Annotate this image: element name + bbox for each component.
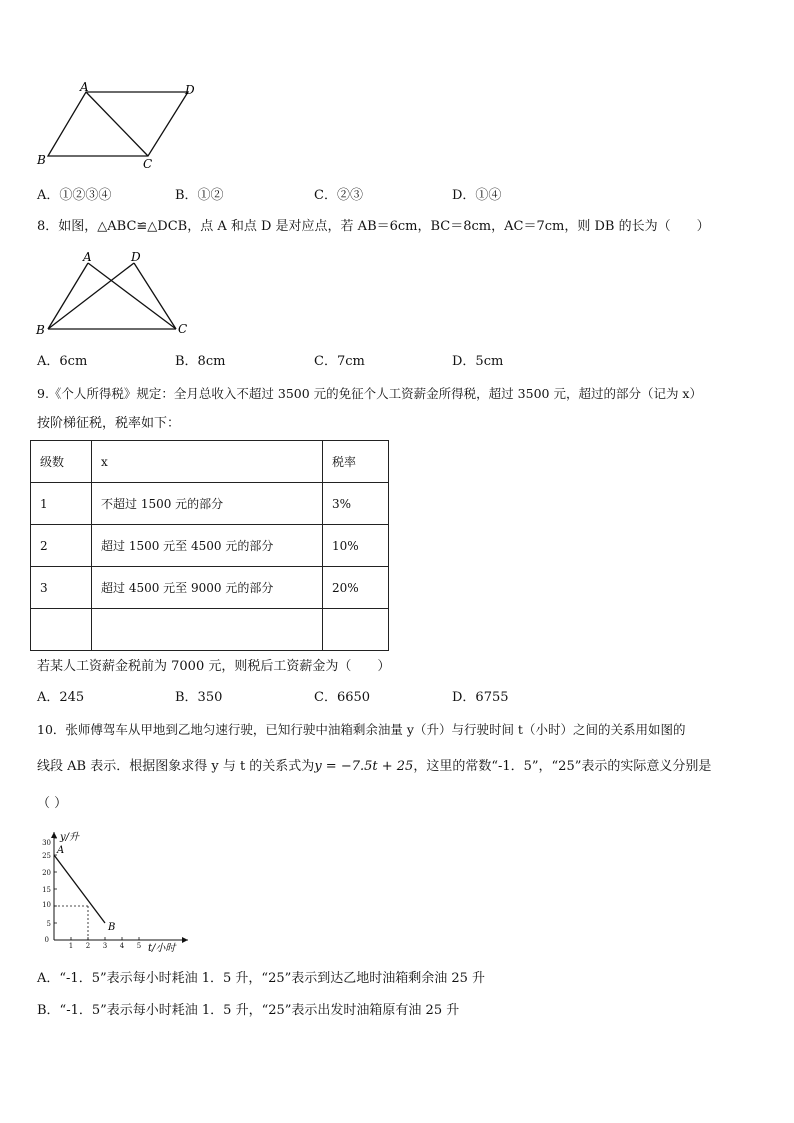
y-axis-label: y/升 [60,832,80,843]
q10-line2-prefix: 线段 AB 表示．根据图象求得 y 与 t 的关系式为 [37,759,315,774]
q7-label-C: C [143,157,153,171]
q9-option-c[interactable]: C．6650 [314,690,371,705]
q8-label-B: B [36,323,45,337]
y-tick-label: 0 [44,936,49,944]
q9-question-line1: 9.《个人所得税》规定：全月总收入不超过 3500 元的免征个人工资薪金所得税，超过 3500 元，超过的部分（记为 x） [37,386,702,401]
y-tick-label: 30 [42,839,51,847]
q9-sub-question: 若某人工资薪金税前为 7000 元，则税后工资薪金为（ ） [37,659,391,674]
q7-option-a[interactable]: A．①②③④ [37,188,112,203]
q8-option-c[interactable]: C．7cm [314,354,365,369]
segment-ab [54,855,105,923]
q7-option-c[interactable]: C．②③ [314,188,363,203]
table-cell: 超过 1500 元至 4500 元的部分 [92,525,323,567]
table-cell: 1 [31,483,92,525]
q8-option-a[interactable]: A．6cm [37,354,88,369]
q10-line2-suffix: ，这里的常数“-1．5”，“25”表示的实际意义分别是 [413,759,712,774]
x-tick-label: 3 [102,942,108,950]
q9-option-d[interactable]: D．6755 [452,690,509,705]
q8-triangles-figure [30,245,210,345]
q10-option-b[interactable]: B．“-1．5”表示每小时耗油 1．5 升，“25”表示出发时油箱原有油 25 升 [37,1003,460,1018]
y-tick-label: 5 [46,920,51,928]
point-a-label: A [57,845,65,856]
table-row [31,525,389,567]
x-tick-label: 4 [119,942,125,950]
table-cell: 3 [31,567,92,609]
x-tick-label: 1 [68,942,74,950]
table-cell: 10% [323,525,389,567]
table-header-cell: 税率 [323,441,389,483]
q9-option-b[interactable]: B．350 [175,690,223,705]
table-cell: 2 [31,525,92,567]
y-tick-label: 10 [42,901,51,909]
y-tick-label: 20 [42,869,51,877]
table-row [31,483,389,525]
q7-label-D: D [185,83,195,97]
y-tick-label: 15 [42,886,51,894]
y-tick-label: 25 [42,852,51,860]
x-tick-label: 2 [85,942,91,950]
table-cell: 不超过 1500 元的部分 [92,483,323,525]
table-cell [92,609,323,651]
q8-option-b[interactable]: B．8cm [175,354,226,369]
q10-option-a[interactable]: A．“-1．5”表示每小时耗油 1．5 升，“25”表示到达乙地时油箱剩余油 25 升 [37,971,486,986]
q10-question-line3: （ ） [37,796,68,811]
table-header-cell: 级数 [31,441,92,483]
q10-question-line2 [37,758,711,776]
table-row [31,609,389,651]
tax-rate-table [30,440,389,651]
q8-label-C: C [178,322,188,336]
x-axis-label: t/小时 [148,943,176,954]
q8-label-D: D [131,250,141,264]
q8-question-text: 8．如图，△ABC≌△DCB，点 A 和点 D 是对应点，若 AB＝6cm，BC＝8cm，AC＝7cm，则 DB 的长为（ ） [37,219,710,234]
table-header-cell: x [92,441,323,483]
q10-question-line1: 10．张师傅驾车从甲地到乙地匀速行驶，已知行驶中油箱剩余油量 y（升）与行驶时间 t（小时）之间的关系用如图的 [37,722,686,737]
q7-label-A: A [80,80,89,94]
q10-fuel-graph [30,826,200,954]
q9-question-line2: 按阶梯征税，税率如下： [37,416,181,431]
q9-option-a[interactable]: A．245 [37,690,85,705]
q8-option-d[interactable]: D．5cm [452,354,504,369]
table-cell: 3% [323,483,389,525]
table-cell: 20% [323,567,389,609]
table-cell: 超过 4500 元至 9000 元的部分 [92,567,323,609]
table-row [31,567,389,609]
table-header-row [31,441,389,483]
q8-label-A: A [83,250,92,264]
q7-option-d[interactable]: D．①④ [452,188,502,203]
table-cell [31,609,92,651]
table-cell [323,609,389,651]
q10-formula: y = −7.5t + 25 [314,759,414,774]
q7-label-B: B [37,153,46,167]
point-b-label: B [108,922,116,933]
q7-parallelogram-figure [30,78,230,178]
x-tick-label: 5 [136,942,142,950]
q7-option-b[interactable]: B．①② [175,188,224,203]
